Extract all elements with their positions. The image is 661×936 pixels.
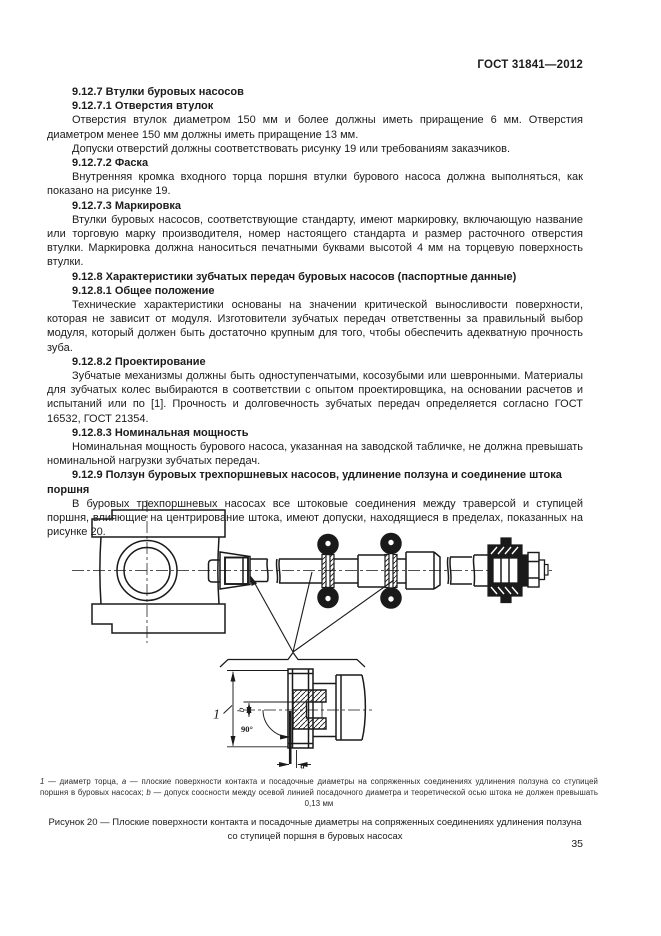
technical-drawing xyxy=(60,497,600,789)
paragraph: Технические характеристики основаны на значении критической выносливости поверхности, которая не зависит от модуля. Изготовители зубчатых передач ответственны за правильный выбор модуля, который должен быть достаточно крупным для того, чтобы обеспечить адекватную прочность зуба. xyxy=(47,299,583,354)
legend-text-1: — диаметр торца, xyxy=(44,777,122,786)
legend-symbol-1: 1 xyxy=(40,777,45,786)
label-dim-a: a xyxy=(300,760,305,771)
label-dim-1: 1 xyxy=(213,707,220,723)
figure-legend xyxy=(40,776,598,809)
heading-9-12-7-2: 9.12.7.2 Фаска xyxy=(72,157,149,170)
figure-caption: Рисунок 20 — Плоские поверхности контакта и посадочные диаметры на сопряженных соединениях удлинения ползуна со ступицей поршня в буровых насосах xyxy=(48,817,582,842)
legend-symbol-a: а xyxy=(121,777,127,786)
centerlines xyxy=(72,500,552,713)
heading-9-12-8-2: 9.12.8.2 Проектирование xyxy=(72,355,206,368)
document-body xyxy=(47,85,583,540)
heading-9-12-8-1: 9.12.8.1 Общее положение xyxy=(72,284,215,297)
legend-symbol-b: b xyxy=(146,788,151,797)
paragraph: Внутренняя кромка входного торца поршня втулки бурового насоса должна выполняться, как показано на рисунке 19. xyxy=(47,171,583,198)
heading-9-12-8: 9.12.8 Характеристики зубчатых передач буровых насосов (паспортные данные) xyxy=(72,270,517,283)
paragraph: Номинальная мощность бурового насоса, указанная на заводской табличке, не должна превышать номинальной нагрузки зубчатых передач. xyxy=(47,441,583,468)
detail-view-drawing xyxy=(288,669,365,768)
heading-9-12-8-3: 9.12.8.3 Номинальная мощность xyxy=(72,426,249,439)
heading-9-12-9: 9.12.9 Ползун буровых трехпоршневых насосов, удлинение ползуна и соединение штока поршня xyxy=(47,469,562,496)
locknut-drawing xyxy=(488,538,548,603)
doc-code-header: ГОСТ 31841—2012 xyxy=(477,59,583,71)
figure-20 xyxy=(60,497,600,789)
paragraph: Втулки буровых насосов, соответствующие стандарту, имеют маркировку, включающую название или торговую марку производителя, номер настоящего стандарта и размер расточного отверстия втулки. Маркировка должна наноситься печатными буквами высотой 4 мм на торцевую поверхность втулки. xyxy=(47,213,583,269)
paragraph: В буровых трехпоршневых насосах все штоковые соединения между траверсой и ступицей поршня, влияющие на центрирование штока, имеют допуски, находящиеся в пределах, показанных на рисунке 20. xyxy=(47,497,583,539)
label-angle-90: 90° xyxy=(241,724,253,734)
label-dim-b: b xyxy=(237,707,247,713)
crosshead-drawing xyxy=(92,510,225,633)
heading-9-12-7-3: 9.12.7.3 Маркировка xyxy=(72,199,182,212)
heading-9-12-7: 9.12.7 Втулки буровых насосов xyxy=(72,86,244,98)
paragraph: Отверстия втулок диаметром 150 мм и более должны иметь приращение 6 мм. Отверстия диаметром менее 150 мм должны иметь приращение 13 мм. xyxy=(47,114,583,141)
paragraph: Зубчатые механизмы должны быть одноступенчатыми, косозубыми или шевронными. Материалы для зубчатых колес выбираются в соответствии с опытом проектировщика, на основании расчетов и испытаний или по [1]. Прочность и долговечность зубчатых передач определяется согласно ГОСТ 16532, ГОСТ 21354. xyxy=(47,370,583,425)
clamp-flange-1 xyxy=(318,535,338,608)
heading-9-12-7-1: 9.12.7.1 Отверстия втулок xyxy=(72,100,214,113)
page-number: 35 xyxy=(571,838,583,850)
dimension-labels xyxy=(213,707,306,770)
legend-text-2: — плоские поверхности контакта и посадочные диаметры на сопряженных соединениях удлинения ползуна со ступицей поршня в буровых насосах; xyxy=(40,777,598,797)
paragraph: Допуски отверстий должны соответствовать рисунку 19 или требованиям заказчиков. xyxy=(72,142,511,155)
legend-text-3: — допуск соосности между осевой линией посадочного диаметра и теоретической осью штока не должен превышать 0,13 мм xyxy=(150,788,598,808)
